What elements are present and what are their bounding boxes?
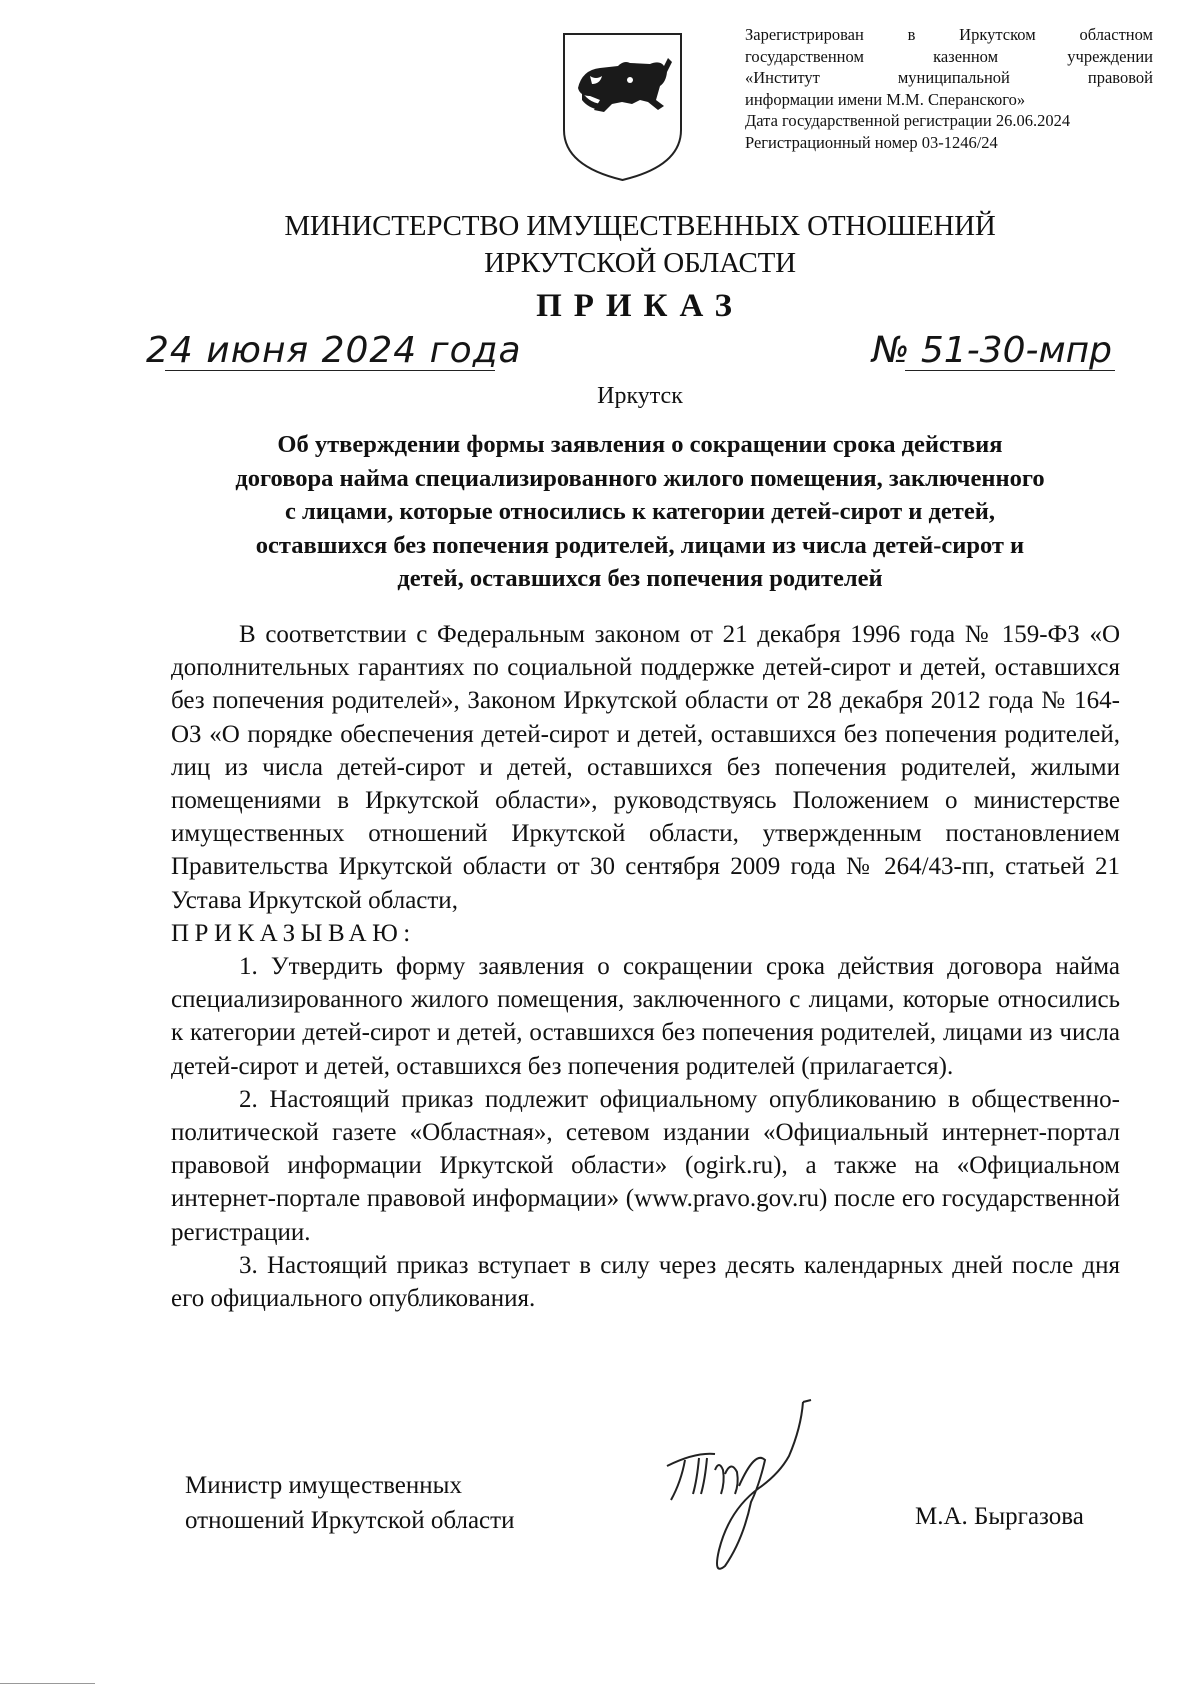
date-underline: [165, 370, 495, 371]
order-body: [171, 618, 1120, 1315]
irkutsk-coat-of-arms-icon: [560, 30, 685, 182]
registration-number: Регистрационный номер 03-1246/24: [745, 132, 998, 152]
heading-line: с лицами, которые относились к категории детей-сирот и детей,: [285, 498, 995, 525]
order-item-1: 1. Утвердить форму заявления о сокращении срока действия договора найма специализированного жилого помещения, заключенного с лицами, которые относились к категории детей-сирот и детей, оставшихся без попечения родителей, лицами из числа детей-сирот и детей, оставшихся без попечения родителей (прилагается).: [171, 953, 1120, 1080]
ministry-name-line2: ИРКУТСКОЙ ОБЛАСТИ: [484, 247, 796, 279]
preamble-paragraph: В соответствии с Федеральным законом от 21 декабря 1996 года № 159-ФЗ «О дополнительных гарантиях по социальной поддержке детей-сирот и детей, оставшихся без попечения родителей», Законом Иркутской области от 28 декабря 2012 года № 164-ОЗ «О порядке обеспечения детей-сирот и детей, оставшихся без попечения родителей, лиц из числа детей-сирот и детей, оставшихся без попечения родителей, жилыми помещениями в Иркутской области», руководствуясь Положением о министерстве имущественных отношений Иркутской области, утвержденным постановлением Правительства Иркутской области от 30 сентября 2009 года № 264/43-пп, статьей 21 Устава Иркутской области,: [171, 621, 1120, 914]
heading-line: детей, оставшихся без попечения родителей: [397, 565, 883, 592]
handwritten-signature: [655, 1390, 885, 1580]
handwritten-order-number: № 51-30-мпр: [872, 330, 1113, 371]
number-underline: [905, 370, 1115, 371]
signer-title-line2: отношений Иркутской области: [185, 1507, 515, 1534]
city-name: Иркутск: [597, 383, 683, 409]
registration-date: Дата государственной регистрации 26.06.2024: [745, 111, 1071, 130]
registration-line: Зарегистрирован в Иркутском областном: [745, 25, 1153, 44]
heading-line: договора найма специализированного жилого помещения, заключенного: [235, 464, 1045, 492]
order-heading: [160, 428, 1120, 596]
registration-line: государственном казенном учреждении: [745, 46, 1153, 66]
signer-title: [185, 1468, 514, 1538]
registration-stamp: [745, 24, 1153, 153]
order-item-2: 2. Настоящий приказ подлежит официальному опубликованию в общественно-политической газете «Областная», сетевом издании «Официальный интернет-портал правовой информации Иркутской области» (ogirk.ru), а также на «Официальном интернет-портале правовой информации» (www.pravo.gov.ru) после его государственной регистрации.: [171, 1085, 1120, 1246]
order-item-3: 3. Настоящий приказ вступает в силу через десять календарных дней после дня его официального опубликования.: [171, 1251, 1120, 1313]
heading-line: Об утверждении формы заявления о сокращении срока действия: [277, 431, 1003, 458]
signer-name: М.А. Быргазова: [915, 1503, 1084, 1530]
page-edge-mark: [0, 1683, 95, 1684]
heading-line: оставшихся без попечения родителей, лицами из числа детей-сирот и: [255, 531, 1025, 559]
decree-word: ПРИКАЗЫВАЮ:: [171, 919, 416, 947]
registration-line: информации имени М.М. Сперанского»: [745, 89, 1026, 109]
handwritten-date: 24 июня 2024 года: [146, 330, 522, 371]
document-type-title: ПРИКАЗ: [536, 288, 744, 324]
signer-title-line1: Министр имущественных: [185, 1472, 462, 1499]
ministry-name-line1: МИНИСТЕРСТВО ИМУЩЕСТВЕННЫХ ОТНОШЕНИЙ: [284, 210, 996, 242]
registration-line: «Институт муниципальной правовой: [745, 68, 1153, 87]
